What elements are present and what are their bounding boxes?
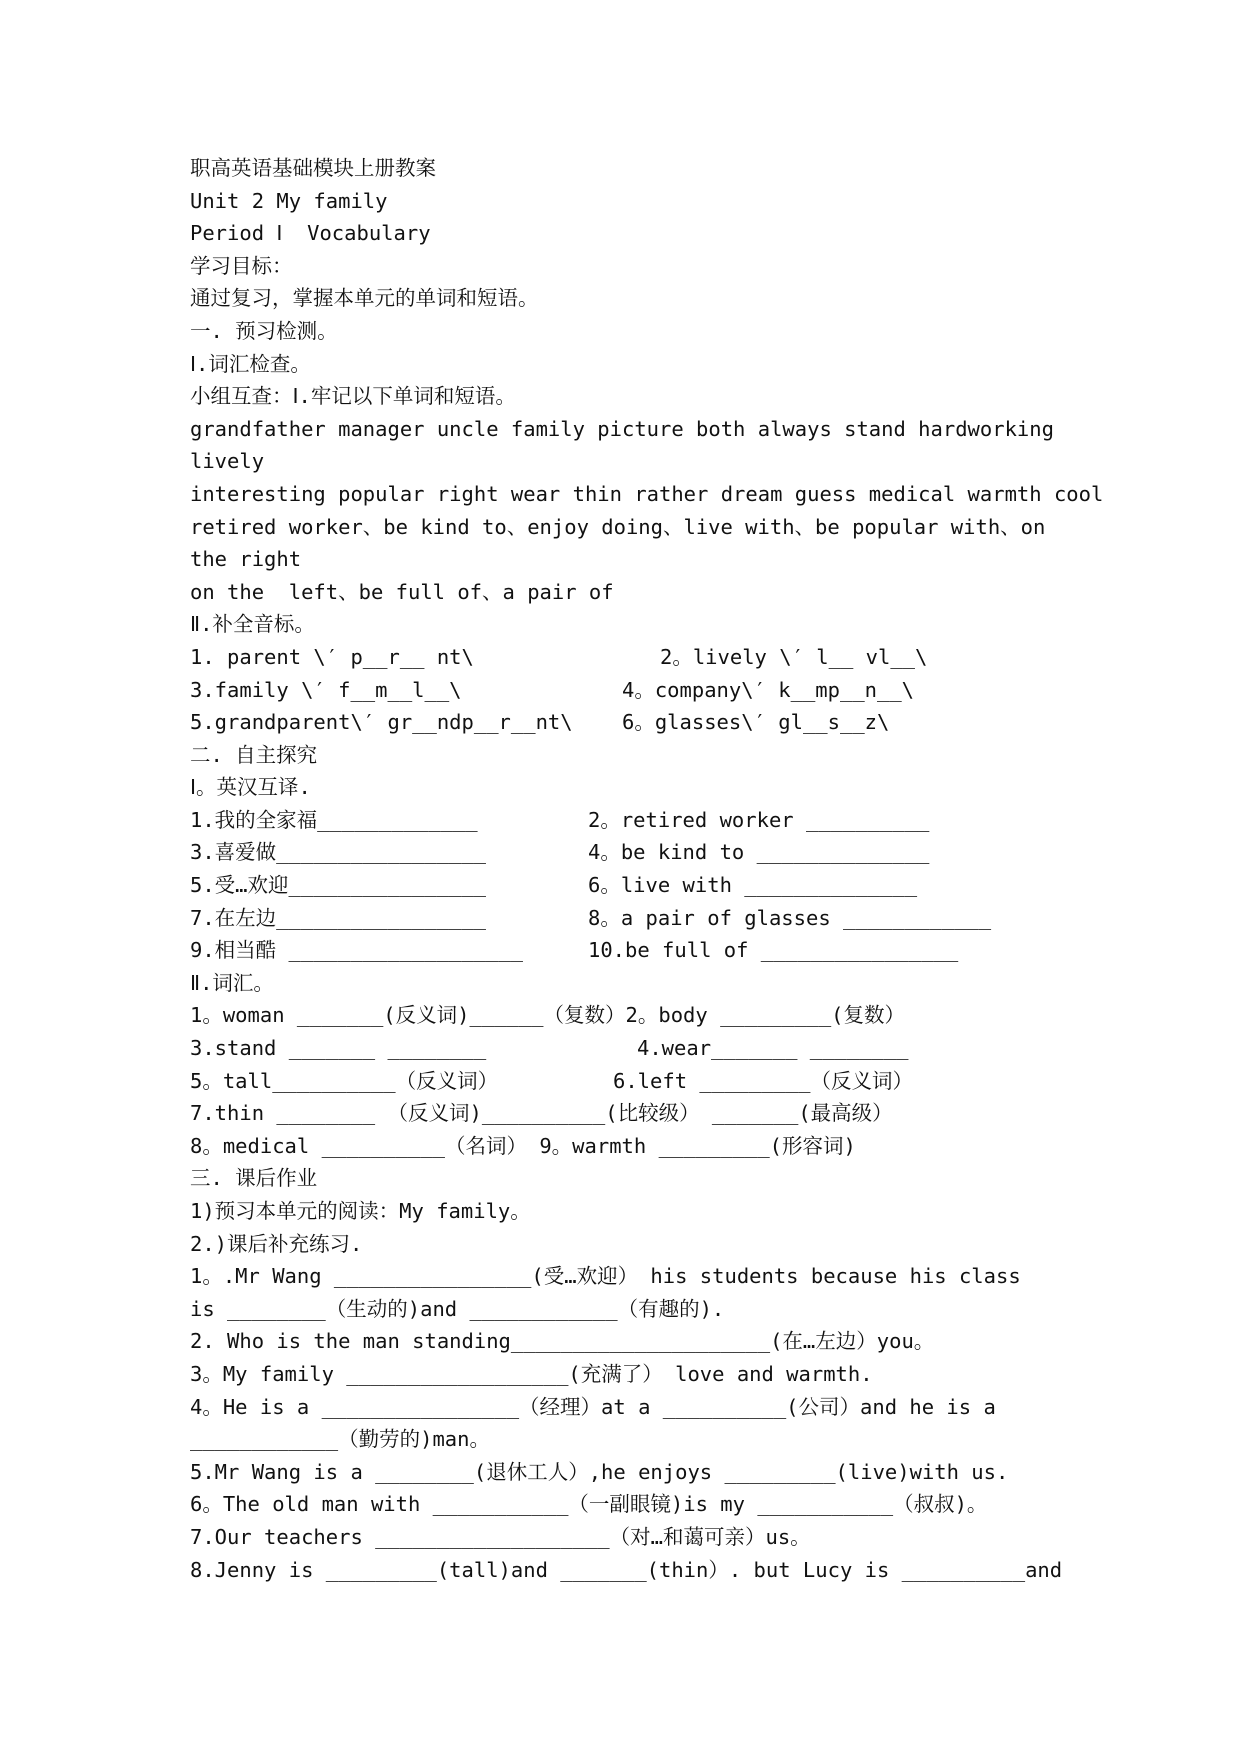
translation-item: 5.受…欢迎________________ [190,873,486,898]
word-list-line: grandfather manager uncle family picture both always stand hardworking [190,416,1054,441]
section-heading: 一. 预习检测。 [190,318,338,343]
word-list-line: interesting popular right wear thin rather dream guess medical warmth cool [190,481,1104,506]
vocab-item: 6.left _________（反义词） [613,1068,913,1093]
section-heading: 二. 自主探究 [190,742,318,767]
vocab-row [190,999,1062,1032]
phonetic-item: 5.grandparent\′ gr__ndp__r__nt\ [190,710,573,735]
exercise-line: 2. Who is the man standing_____________________(在…左边）you。 [190,1329,935,1354]
phrase-list-line: on the left、be full of、a pair of [190,579,614,604]
translation-item: 9.相当酷 ___________________ [190,938,524,963]
homework-item: 1)预习本单元的阅读：My family。 [190,1199,531,1223]
subsection-heading: Ⅱ.词汇。 [190,970,274,995]
vocab-item: 1。woman _______(反义词)______（复数）2。body _________(复数） [190,1003,905,1028]
translation-item: 4。be kind to ______________ [588,840,930,865]
word-list-line: lively [190,449,265,474]
exercise-line: ____________（勤劳的)man。 [190,1427,490,1452]
exercise-line: 1。.Mr Wang ________________(受…欢迎） his students because his class [190,1264,1021,1289]
section-heading: 三. 课后作业 [190,1166,318,1191]
translation-item: 6。live with ______________ [588,873,918,898]
homework-item: 2.)课后补充练习. [190,1231,363,1256]
vocab-item: 3.stand _______ ________ [190,1036,487,1061]
exercise-line: 4。He is a ________________（经理）at a __________(公司）and he is a [190,1394,996,1419]
vocab-row [190,1130,1062,1163]
translation-item: 3.喜爱做_________________ [190,840,486,865]
exercise-line: 8.Jenny is _________(tall)and _______(thin）. but Lucy is __________and [190,1557,1063,1582]
exercise-line: 6。The old man with ___________（一副眼镜)is my ___________（叔叔)。 [190,1492,988,1517]
subsection-heading: Ⅱ.补全音标。 [190,612,315,637]
vocab-row [190,1097,1062,1130]
document-page [190,152,1104,1586]
vocab-row [190,1065,1062,1098]
exercise-line: 5.Mr Wang is a ________(退休工人）,he enjoys _________(live)with us. [190,1459,1009,1484]
translation-item: 7.在左边_________________ [190,905,486,930]
goal-text: 通过复习，掌握本单元的单词和短语。 [190,286,539,311]
vocab-item: 5。tall__________（反义词） [190,1068,499,1093]
translation-item: 1.我的全家福_____________ [190,807,478,832]
task-instruction: 小组互查：Ⅰ.牢记以下单词和短语。 [190,384,516,409]
subsection-heading: Ⅰ。英汉互译. [190,775,311,800]
goal-label: 学习目标： [190,253,293,278]
translation-row [190,804,1062,837]
phonetic-item: 6。glasses\′ gl__s__z\ [622,710,890,735]
vocab-row [190,1032,1062,1065]
translation-item: 8。a pair of glasses ____________ [588,905,992,930]
translation-row [190,869,1062,902]
phonetic-row [190,706,1062,739]
phrase-list-line: the right [190,547,302,572]
phonetic-item: 2。lively \′ l__ vl__\ [660,644,928,669]
phonetic-item: 1. parent \′ p__r__ nt\ [190,644,474,669]
translation-row [190,836,1062,869]
phrase-list-line: retired worker、be kind to、enjoy doing、live with、be popular with、on [190,514,1046,539]
translation-row [190,934,1062,967]
phonetic-item: 3.family \′ f__m__l__\ [190,677,462,702]
subsection-heading: Ⅰ.词汇检查。 [190,351,311,376]
vocab-item: 8。medical __________（名词） 9。warmth _________(形容词) [190,1133,856,1158]
unit-title: Unit 2 My family [190,188,388,213]
doc-title: 职高英语基础模块上册教案 [190,156,436,180]
period-title: Period Ⅰ Vocabulary [190,221,431,246]
phonetic-row [190,641,1062,674]
translation-item: 10.be full of ________________ [588,938,959,963]
exercise-line: 3。My family __________________(充满了） love and warmth. [190,1361,873,1386]
phonetic-row [190,674,1062,707]
translation-row [190,902,1062,935]
vocab-item: 4.wear_______ ________ [637,1036,909,1061]
vocab-item: 7.thin ________ （反义词)__________(比较级） _______(最高级） [190,1101,893,1126]
translation-item: 2。retired worker __________ [588,807,930,832]
exercise-line: 7.Our teachers ___________________（对…和蔼可亲）us。 [190,1524,811,1549]
phonetic-item: 4。company\′ k__mp__n__\ [622,677,915,702]
exercise-line: is ________（生动的)and ____________（有趣的). [190,1296,725,1321]
